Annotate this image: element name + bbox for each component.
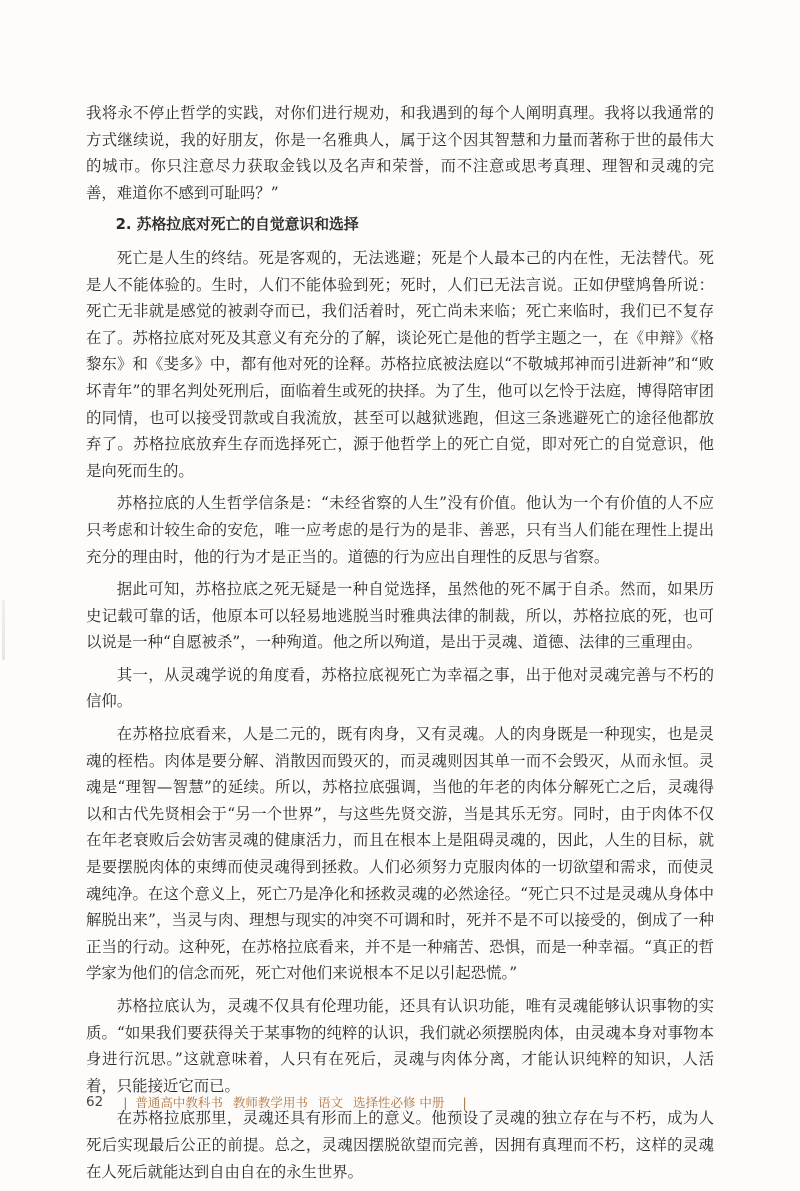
footer-separator-end: |	[462, 1094, 467, 1110]
paragraph-6: 苏格拉底认为，灵魂不仅具有伦理功能，还具有认识功能，唯有灵魂能够认识事物的实质。“如果我们要获得关于某事物的纯粹的认识，我们就必须摆脱肉体，由灵魂本身对事物本身进行沉思。”这就意味着，人只有在死后，灵魂与肉体分离，才能认识纯粹的知识，人活着，只能接近它而已。	[86, 997, 714, 1095]
paragraph-5: 在苏格拉底看来，人是二元的，既有肉身，又有灵魂。人的肉身既是一种现实，也是灵魂的桎梏。肉体是要分解、消散因而毁灭的，而灵魂则因其单一而不会毁灭，从而永恒。灵魂是“理智—智慧”的延续。所以，苏格拉底强调，当他的年老的肉体分解死亡之后，灵魂得以和古代先贤相会于“另一个世界”，与这些先贤交游，当是其乐无穷。同时，由于肉体不仅在年老衰败后会妨害灵魂的健康活力，而且在根本上是阻碍灵魂的，因此，人生的目标，就是要摆脱肉体的束缚而使灵魂得到拯救。人们必须努力克服肉体的一切欲望和需求，而使灵魂纯净。在这个意义上，死亡乃是净化和拯救灵魂的必然途径。“死亡只不过是灵魂从身体中解脱出来”，当灵与肉、理想与现实的冲突不可调和时，死并不是不可以接受的，倒成了一种正当的行动。这种死，在苏格拉底看来，并不是一种痛苦、恐惧，而是一种幸福。“真正的哲学家为他们的信念而死，死亡对他们来说根本不足以引起恐慌。”	[86, 725, 714, 983]
page-edge-shadow	[2, 600, 5, 660]
footer-book-series: 普通高中教科书	[135, 1095, 223, 1110]
paragraph-continued: 我将永不停止哲学的实践，对你们进行规劝，和我遇到的每个人阐明真理。我将以我通常的方式继续说，我的好朋友，你是一名雅典人，属于这个因其智慧和力量而著称于世的最伟大的城市。你只注意尽力获取金钱以及名声和荣誉，而不注意或思考真理、理智和灵魂的完善，难道你不感到可耻吗？”	[86, 104, 714, 202]
paragraph-2: 苏格拉底的人生哲学信条是：“未经省察的人生”没有价值。他认为一个有价值的人不应只考虑和计较生命的安危，唯一应考虑的是行为的是非、善恶，只有当人们能在理性上提出充分的理由时，他的行为才是正当的。道德的行为应出自理性的反思与省察。	[86, 494, 714, 566]
footer-volume: 选择性必修 中册	[352, 1095, 445, 1110]
paragraph-1: 死亡是人生的终结。死是客观的，无法逃避；死是个人最本己的内在性，无法替代。死是人不能体验的。生时，人们不能体验到死；死时，人们已无法言说。正如伊壁鸠鲁所说：死亡无非就是感觉的被剥夺而已，我们活着时，死亡尚未来临；死亡来临时，我们已不复存在了。苏格拉底对死及其意义有充分的了解，谈论死亡是他的哲学主题之一，在《申辩》《格黎东》和《斐多》中，都有他对死的诠释。苏格拉底被法庭以“不敬城邦神而引进新神”和“败坏青年”的罪名判处死刑后，面临着生或死的抉择。为了生，他可以乞怜于法庭，博得陪审团的同情，也可以接受罚款或自我流放，甚至可以越狱逃跑，但这三条逃避死亡的途径他都放弃了。苏格拉底放弃生存而选择死亡，源于他哲学上的死亡自觉，即对死亡的自觉意识，他是向死而生的。	[86, 248, 714, 480]
paragraph-7: 在苏格拉底那里，灵魂还具有形而上的意义。他预设了灵魂的独立存在与不朽，成为人死后实现最后公正的前提。总之，灵魂因摆脱欲望而完善，因拥有真理而不朽，这样的灵魂在人死后就能达到自由自在的永生世界。	[86, 1109, 714, 1181]
section-heading: 2. 苏格拉底对死亡的自觉意识和选择	[115, 216, 359, 234]
footer-separator: |	[123, 1094, 128, 1110]
footer-book-type: 教师教学用书	[232, 1095, 308, 1110]
page-body	[86, 100, 714, 1191]
page-footer	[86, 1093, 475, 1111]
paragraph-4: 其一，从灵魂学说的角度看，苏格拉底视死亡为幸福之事，出于他对灵魂完善与不朽的信仰。	[86, 665, 714, 711]
footer-subject: 语文	[317, 1095, 343, 1110]
paragraph-3: 据此可知，苏格拉底之死无疑是一种自觉选择，虽然他的死不属于自杀。然而，如果历史记载可靠的话，他原本可以轻易地逃脱当时雅典法律的制裁，所以，苏格拉底的死，也可以说是一种“自愿被杀”，一种殉道。他之所以殉道，是出于灵魂、道德、法律的三重理由。	[86, 580, 714, 652]
page-number: 62	[86, 1094, 104, 1110]
